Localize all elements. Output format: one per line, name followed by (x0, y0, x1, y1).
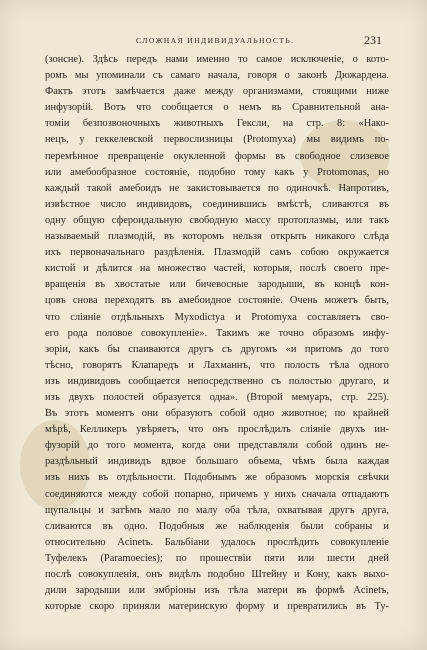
text-line: Фактъ этотъ замѣчается даже между организмами, стоящими ниже (45, 86, 389, 98)
text-line: соединяются между собой попарно, причемъ у нихъ сначала отпадаютъ (45, 488, 389, 500)
text-line: ихъ первоначальнаго раздѣленія. Плазмодій самъ собою окружается (45, 247, 389, 259)
text-line: щупальцы и затѣмъ мало по малу оба тѣла, охватывая другъ друга, (45, 504, 389, 516)
text-line: извѣстное число индивидовъ, соединившись вмѣстѣ, сливаются въ (45, 198, 389, 210)
page-number: 231 (364, 33, 382, 47)
text-line: раздѣльный индивидъ вдвое большаго объема, чѣмъ была каждая (45, 456, 389, 468)
text-line: цовъ снова переходятъ въ амебоидное состояніе. Очень можетъ быть, (45, 295, 389, 307)
text-line: инфузорій. Вотъ что сообщается о немъ въ Сравнительной ана- (45, 102, 389, 114)
text-line: вращенія въ хвостатые или бичевосные зародыши, въ концѣ кон- (45, 279, 389, 291)
text-line: кистой и дѣлится на множество частей, которыя, послѣ своего пре- (45, 263, 389, 275)
text-line: нецъ, у геккелевской первослизницы (Protomyxa) мы видимъ по- (45, 134, 389, 146)
text-line: сливаются въ одно. Подобныя же наблюденія были собраны и (45, 520, 389, 532)
text-line: ромъ мы упоминали съ самаго начала, говоря о законѣ Дюжардена. (45, 70, 389, 82)
text-line: называемый плазмодій, въ которомъ нельзя открыть никакого слѣда (45, 231, 389, 243)
text-line: относительно Acinetъ. Бальбіани удалось прослѣдить совокупленіе (45, 536, 389, 548)
text-line: что сліяніе отдѣльныхъ Myxodictya и Protomyxa составляетъ сво- (45, 311, 389, 323)
text-line: (зонсне). Здѣсь передъ нами именно то самое исключеніе, о кото- (45, 54, 389, 65)
text-line: одну общую сфероидальную свободную массу протоплазмы, или такъ (45, 214, 389, 226)
body-text (45, 52, 389, 615)
text-line: перемѣнное превращеніе окукленной формы въ свободное слизевое (45, 150, 389, 162)
text-line: фузорій до того момента, когда они представляли собой одинъ не- (45, 440, 389, 452)
text-line: зоріи, какъ бы спаиваются другъ съ другомъ «и притомъ до того (45, 343, 389, 355)
text-line: изъ индивидовъ сообщается непосредственно съ полостью другаго, и (45, 375, 389, 387)
text-line: его рода половое совокупленіе». Такимъ же точно образомъ инфу- (45, 327, 389, 339)
text-line: Въ этотъ моментъ они образуютъ собой одно животное; по крайней (45, 408, 389, 420)
text-line: которые скоро приняли материнскую форму и превратились въ Ту- (45, 601, 389, 613)
text-line: изъ двухъ полостей образуется одна». (Второй мемуаръ, стр. 225). (45, 391, 389, 403)
text-line: тѣсно, говорятъ Клапаредъ и Лахманнъ, что полость тѣла одного (45, 359, 389, 371)
text-line: послѣ совокупленія, онъ видѣлъ подобно Штейну и Кону, какъ выхо- (45, 569, 389, 580)
text-line: мѣрѣ, Келликеръ увѣряетъ, что онъ прослѣдилъ сліяніе двухъ ин- (45, 424, 389, 436)
text-line: каждый такой амебоидъ не закистовывается по одиночкѣ. Напротивъ, (45, 182, 389, 194)
running-head: СЛОЖНАЯ ИНДИВИДУАЛЬНОСТЬ. (136, 36, 295, 45)
text-line: изъ нихъ въ отдѣльности. Подобнымъ же образомъ морскія свѣчки (45, 472, 389, 484)
text-line: дили зародыши или эмбріоны изъ тѣла матери въ формѣ Acinetъ, (45, 585, 389, 597)
text-line: Туфелекъ (Paramoecies); по прошествіи пяти или шести дней (45, 552, 389, 564)
text-line: или амебообразное состояніе, подобно тому какъ у Protomonas, но (45, 166, 389, 178)
text-line: томіи безпозвоночныхъ животныхъ Гексли, на стр. 8: «Нако- (45, 118, 389, 130)
